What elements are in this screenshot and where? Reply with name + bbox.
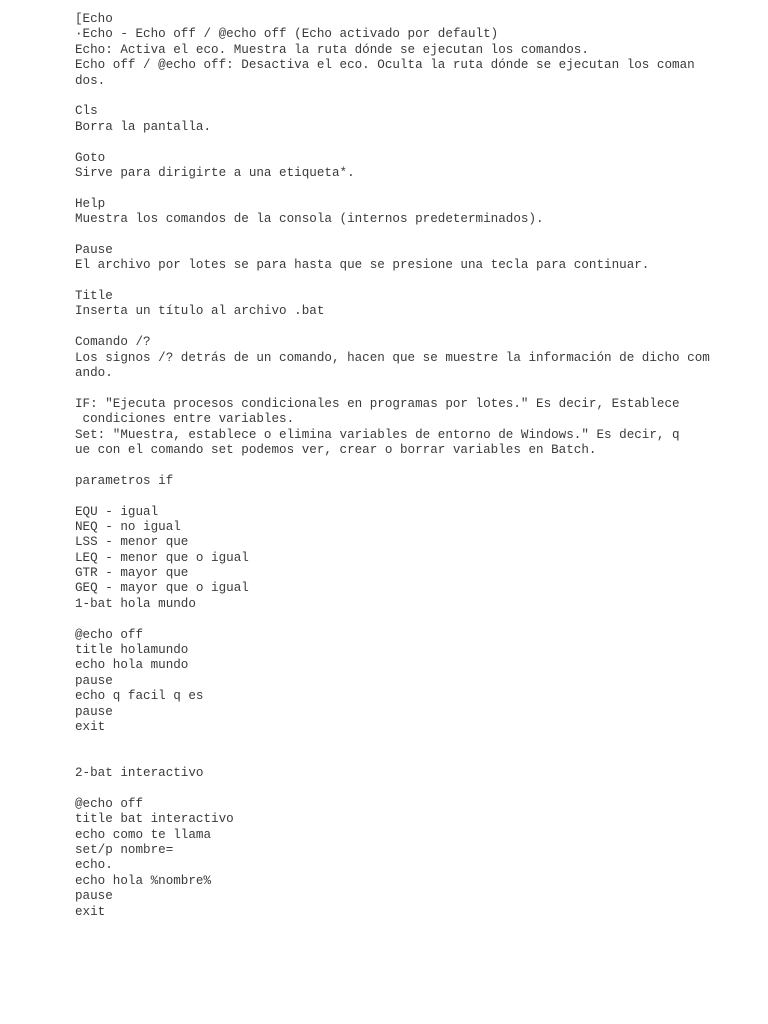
text-line — [75, 489, 735, 504]
text-line: echo hola %nombre% — [75, 873, 212, 888]
text-line: Echo: Activa el eco. Muestra la ruta dónde se ejecutan los comandos. — [75, 42, 589, 57]
document-page — [75, 12, 735, 920]
text-line: Pause — [75, 242, 113, 257]
text-line: exit — [75, 719, 106, 734]
text-line: Inserta un título al archivo .bat — [75, 304, 325, 319]
text-line: Borra la pantalla. — [75, 119, 212, 134]
text-line: GTR - mayor que — [75, 566, 189, 581]
text-line: 1-bat hola mundo — [75, 596, 196, 611]
text-line: ando. — [75, 365, 113, 380]
text-line — [75, 181, 735, 196]
text-line: Los signos /? detrás de un comando, hacen que se muestre la información de dicho com — [75, 350, 710, 365]
text-line — [75, 381, 735, 396]
text-line: Set: "Muestra, establece o elimina variables de entorno de Windows." Es decir, q — [75, 427, 680, 442]
text-line: El archivo por lotes se para hasta que se presione una tecla para continuar. — [75, 258, 650, 273]
text-line — [75, 274, 735, 289]
text-line — [75, 612, 735, 627]
text-line: ue con el comando set podemos ver, crear o borrar variables en Batch. — [75, 442, 597, 457]
text-line: pause — [75, 889, 113, 904]
text-line — [75, 751, 735, 766]
text-line: NEQ - no igual — [75, 519, 181, 534]
text-line: 2-bat interactivo — [75, 766, 204, 781]
text-line: Echo off / @echo off: Desactiva el eco. Oculta la ruta dónde se ejecutan los coman — [75, 58, 695, 73]
text-line: ·Echo - Echo off / @echo off (Echo activado por default) — [75, 27, 499, 42]
text-line: Goto — [75, 150, 106, 165]
text-line — [75, 135, 735, 150]
text-line: Cls — [75, 104, 98, 119]
text-line — [75, 227, 735, 242]
text-line: title holamundo — [75, 643, 189, 658]
text-line: Sirve para dirigirte a una etiqueta*. — [75, 165, 355, 180]
text-line: @echo off — [75, 627, 144, 642]
text-line: pause — [75, 673, 113, 688]
text-line — [75, 89, 735, 104]
text-line: exit — [75, 904, 106, 919]
text-line: set/p nombre= — [75, 843, 174, 858]
text-line: LSS - menor que — [75, 535, 189, 550]
text-line: Help — [75, 196, 106, 211]
text-line: title bat interactivo — [75, 812, 234, 827]
text-line — [75, 782, 735, 797]
text-line: Title — [75, 289, 113, 304]
text-line: parametros if — [75, 473, 174, 488]
text-line: echo q facil q es — [75, 689, 204, 704]
text-line: echo como te llama — [75, 827, 212, 842]
text-line: IF: "Ejecuta procesos condicionales en programas por lotes." Es decir, Establece — [75, 396, 680, 411]
text-line: GEQ - mayor que o igual — [75, 581, 249, 596]
text-line: @echo off — [75, 796, 144, 811]
text-line: Muestra los comandos de la consola (internos predeterminados). — [75, 212, 544, 227]
text-line: condiciones entre variables. — [75, 412, 295, 427]
text-line: Comando /? — [75, 335, 151, 350]
text-line: echo. — [75, 858, 113, 873]
text-line — [75, 320, 735, 335]
text-line: dos. — [75, 73, 106, 88]
text-line: LEQ - menor que o igual — [75, 550, 249, 565]
text-line: EQU - igual — [75, 504, 159, 519]
text-line: [Echo — [75, 12, 113, 26]
text-line: pause — [75, 704, 113, 719]
text-line — [75, 458, 735, 473]
text-line — [75, 735, 735, 750]
text-line: echo hola mundo — [75, 658, 189, 673]
